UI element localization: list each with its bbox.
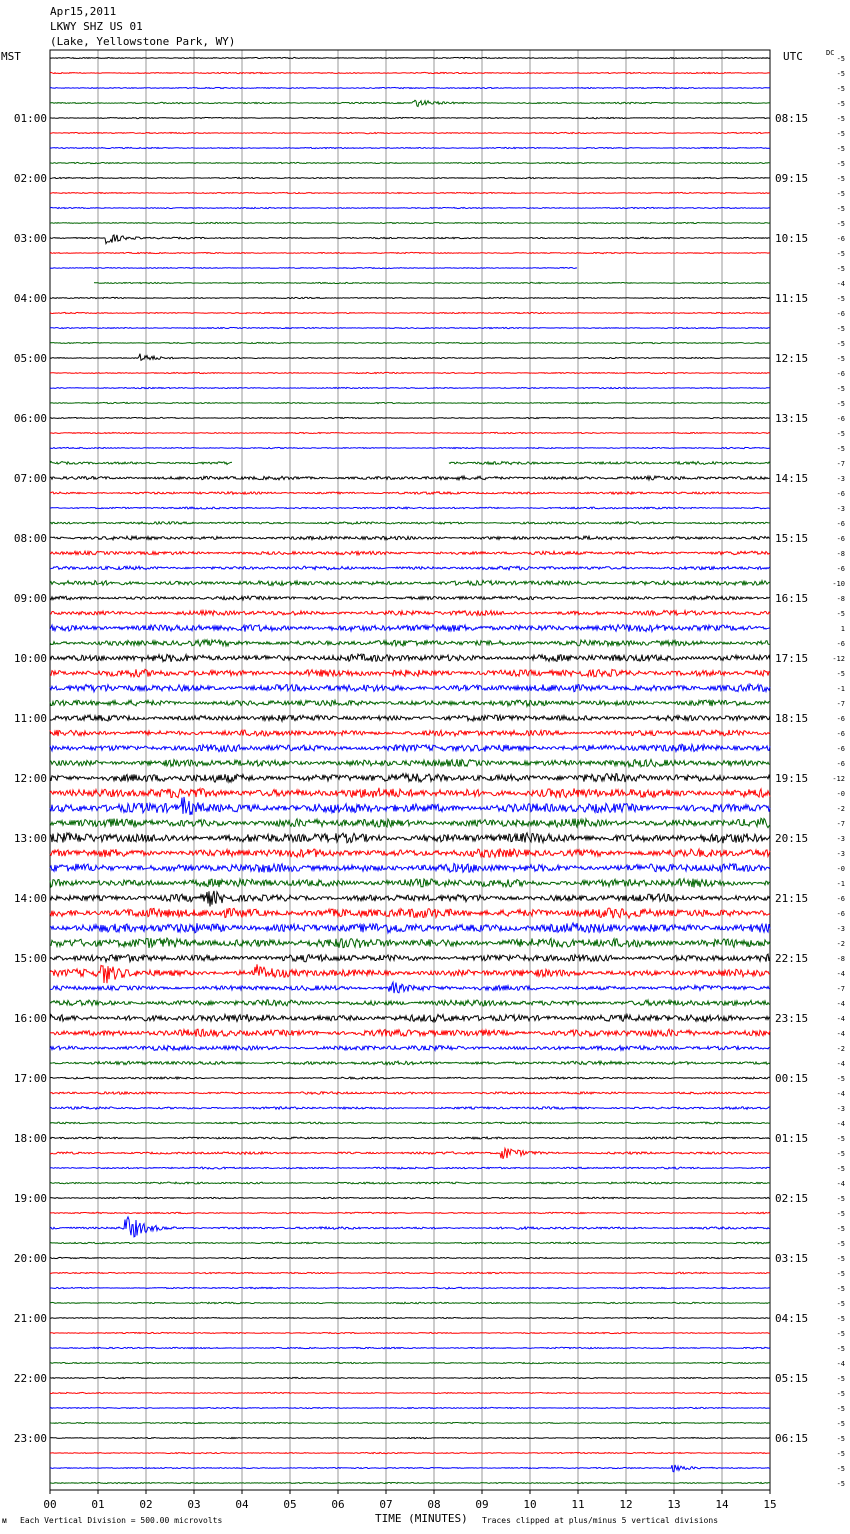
x-tick-label: 01 [91, 1498, 105, 1511]
seismogram-trace [50, 596, 770, 600]
seismogram-trace [50, 848, 770, 857]
seismogram-trace [50, 417, 770, 418]
utc-hour-label: 12:15 [775, 352, 809, 365]
trace-offset-value: -5 [836, 115, 845, 123]
trace-offset-value: -7 [836, 820, 845, 828]
seismogram-trace [50, 640, 770, 646]
trace-offset-value: -10 [832, 580, 845, 588]
seismogram-trace [50, 1182, 770, 1184]
trace-offset-value: -4 [836, 1015, 845, 1023]
trace-offset-value: -5 [836, 1465, 845, 1473]
seismogram-trace [50, 1014, 770, 1022]
x-tick-label: 14 [715, 1498, 729, 1511]
seismogram-trace [50, 1107, 770, 1110]
seismogram-trace [50, 1482, 770, 1483]
trace-offset-value: -5 [836, 670, 845, 678]
mst-hour-label: 21:00 [13, 1312, 47, 1325]
utc-hour-label: 11:15 [775, 292, 809, 305]
utc-hour-label: 17:15 [775, 652, 809, 665]
x-tick-label: 02 [139, 1498, 153, 1511]
station-label: LKWY SHZ US 01 [50, 20, 143, 33]
trace-offset-value: -6 [836, 910, 845, 918]
trace-offset-value: -7 [836, 985, 845, 993]
trace-offset-value: -5 [836, 1315, 845, 1323]
trace-offset-value: -5 [836, 1225, 845, 1233]
seismogram-trace [50, 297, 770, 298]
seismogram-trace [50, 268, 577, 269]
trace-offset-value: -4 [836, 1060, 845, 1068]
trace-offset-value: -0 [836, 865, 845, 873]
trace-offset-value: -5 [836, 220, 845, 228]
trace-offset-value: -6 [836, 715, 845, 723]
seismogram-trace [50, 610, 770, 615]
seismogram-trace [50, 581, 770, 586]
trace-offset-value: -5 [836, 1300, 845, 1308]
trace-offset-value: -6 [836, 730, 845, 738]
trace-offset-value: -5 [836, 340, 845, 348]
trace-offset-value: -6 [836, 895, 845, 903]
plot-frame [50, 50, 770, 1490]
trace-offset-value: -5 [836, 1480, 845, 1488]
trace-offset-value: -5 [836, 325, 845, 333]
seismogram-trace [50, 72, 770, 73]
x-tick-label: 06 [331, 1498, 345, 1511]
seismogram-trace [50, 342, 770, 343]
seismogram-trace [50, 235, 770, 244]
seismogram-trace [50, 833, 770, 843]
mst-hour-label: 07:00 [13, 472, 47, 485]
mst-hour-label: 06:00 [13, 412, 47, 425]
seismogram-trace [50, 507, 770, 509]
utc-hour-label: 14:15 [775, 472, 809, 485]
seismogram-trace [50, 964, 770, 983]
seismogram-trace [50, 982, 770, 993]
mst-hour-label: 14:00 [13, 892, 47, 905]
trace-offset-value: -6 [836, 370, 845, 378]
mst-hour-label: 03:00 [13, 232, 47, 245]
trace-offset-value: -4 [836, 280, 845, 288]
trace-offset-value: -5 [836, 205, 845, 213]
x-tick-label: 05 [283, 1498, 297, 1511]
trace-offset-value: -5 [836, 265, 845, 273]
trace-offset-value: -6 [836, 640, 845, 648]
seismogram-trace [50, 387, 770, 388]
trace-offset-value: -3 [836, 835, 845, 843]
utc-hour-label: 10:15 [775, 232, 809, 245]
x-tick-label: 03 [187, 1498, 201, 1511]
seismogram-trace [50, 1437, 770, 1438]
utc-hour-label: 16:15 [775, 592, 809, 605]
mst-hour-label: 05:00 [13, 352, 47, 365]
seismogram-trace [50, 730, 770, 736]
seismogram-trace [50, 1377, 770, 1378]
seismogram-trace [50, 1122, 770, 1124]
seismogram-trace [50, 1302, 770, 1304]
seismogram-trace [50, 1407, 770, 1408]
seismogram-trace [50, 132, 770, 133]
seismogram-trace [50, 818, 770, 827]
mst-hour-label: 17:00 [13, 1072, 47, 1085]
seismogram-trace [50, 462, 770, 465]
trace-offset-value: -5 [836, 250, 845, 258]
seismogram-trace [50, 1077, 770, 1079]
utc-hour-label: 21:15 [775, 892, 809, 905]
trace-offset-value: -5 [836, 1375, 845, 1383]
trace-offset-value: -5 [836, 130, 845, 138]
trace-offset-value: -6 [836, 745, 845, 753]
trace-offset-value: -6 [836, 520, 845, 528]
utc-hour-label: 04:15 [775, 1312, 809, 1325]
trace-offset-value: -0 [836, 790, 845, 798]
seismogram-trace [50, 891, 770, 907]
seismogram-trace [50, 1197, 770, 1199]
seismogram-trace [50, 1422, 770, 1423]
x-tick-label: 12 [619, 1498, 633, 1511]
seismogram-trace [50, 354, 770, 361]
trace-offset-value: -4 [836, 1180, 845, 1188]
utc-hour-label: 06:15 [775, 1432, 809, 1445]
utc-hour-label: 02:15 [775, 1192, 809, 1205]
x-tick-label: 11 [571, 1498, 585, 1511]
trace-offset-value: -4 [836, 970, 845, 978]
trace-offset-value: -5 [836, 385, 845, 393]
seismogram-trace [50, 744, 770, 751]
seismogram-trace [50, 207, 770, 208]
seismogram-trace [50, 447, 770, 448]
trace-offset-value: -5 [836, 1150, 845, 1158]
trace-offset-value: -5 [836, 1165, 845, 1173]
x-tick-label: 04 [235, 1498, 249, 1511]
trace-offset-value: -7 [836, 700, 845, 708]
trace-offset-value: -5 [836, 1405, 845, 1413]
trace-offset-value: -5 [836, 1285, 845, 1293]
seismogram-trace [50, 1092, 770, 1095]
seismogram-trace [50, 1217, 770, 1237]
mst-hour-label: 18:00 [13, 1132, 47, 1145]
trace-offset-value: -5 [836, 1135, 845, 1143]
mst-hour-label: 11:00 [13, 712, 47, 725]
x-tick-label: 09 [475, 1498, 489, 1511]
mst-hour-label: 15:00 [13, 952, 47, 965]
seismogram-trace [50, 788, 770, 798]
seismogram-trace [50, 1061, 770, 1065]
mst-hour-label: 09:00 [13, 592, 47, 605]
trace-offset-value: -5 [836, 1210, 845, 1218]
trace-offset-value: -6 [836, 490, 845, 498]
x-tick-label: 07 [379, 1498, 393, 1511]
trace-offset-value: -8 [836, 595, 845, 603]
x-tick-label: 15 [763, 1498, 777, 1511]
date-label: Apr15,2011 [50, 5, 117, 18]
trace-offset-value: -5 [836, 1195, 845, 1203]
trace-offset-value: -5 [836, 85, 845, 93]
utc-hour-label: 15:15 [775, 532, 809, 545]
seismogram-trace [50, 402, 770, 403]
seismogram-trace [50, 797, 770, 815]
utc-hour-label: 08:15 [775, 112, 809, 125]
seismogram-trace [50, 1317, 770, 1318]
seismogram-trace [50, 1332, 770, 1333]
mst-hour-label: 20:00 [13, 1252, 47, 1265]
location-label: (Lake, Yellowstone Park, WY) [50, 35, 236, 48]
seismogram-trace [50, 1287, 770, 1289]
trace-offset-value: -3 [836, 1105, 845, 1113]
seismogram-trace [50, 1347, 770, 1349]
x-axis-title: TIME (MINUTES) [375, 1512, 468, 1525]
trace-offset-value: -5 [836, 1270, 845, 1278]
seismogram-trace [50, 923, 770, 933]
seismogram-trace [50, 312, 770, 313]
trace-offset-value: -3 [836, 475, 845, 483]
mst-hour-label: 13:00 [13, 832, 47, 845]
seismogram-trace [50, 954, 770, 962]
trace-offset-value: -12 [832, 655, 845, 663]
utc-hour-label: 01:15 [775, 1132, 809, 1145]
trace-offset-value: -5 [836, 1435, 845, 1443]
trace-offset-value: -4 [836, 1360, 845, 1368]
utc-hour-label: 19:15 [775, 772, 809, 785]
dc-label: DC [826, 49, 835, 57]
utc-hour-label: 03:15 [775, 1252, 809, 1265]
trace-offset-value: -1 [836, 685, 845, 693]
trace-offset-value: -5 [836, 190, 845, 198]
trace-offset-value: -4 [836, 1030, 845, 1038]
seismogram-trace [50, 117, 770, 118]
mst-hour-label: 16:00 [13, 1012, 47, 1025]
trace-offset-value: -6 [836, 310, 845, 318]
mst-hour-label: 04:00 [13, 292, 47, 305]
seismogram-trace [50, 1212, 770, 1214]
mst-hour-label: 19:00 [13, 1192, 47, 1205]
mst-hour-label: 22:00 [13, 1372, 47, 1385]
mst-hour-label: 02:00 [13, 172, 47, 185]
trace-offset-value: -7 [836, 460, 845, 468]
trace-offset-value: -5 [836, 355, 845, 363]
trace-offset-value: -6 [836, 760, 845, 768]
trace-offset-value: -6 [836, 535, 845, 543]
seismogram-trace [50, 492, 770, 495]
seismogram-trace [50, 1046, 770, 1051]
trace-offset-value: -5 [836, 1240, 845, 1248]
seismogram-trace [50, 1392, 770, 1393]
seismogram-trace [50, 177, 770, 178]
trace-offset-value: -5 [836, 70, 845, 78]
utc-hour-label: 20:15 [775, 832, 809, 845]
mst-hour-label: 10:00 [13, 652, 47, 665]
seismogram-trace [50, 715, 770, 721]
x-tick-label: 08 [427, 1498, 441, 1511]
trace-offset-value: -5 [836, 175, 845, 183]
seismogram-trace [50, 162, 770, 163]
seismogram-trace [50, 938, 770, 948]
x-tick-label: 00 [43, 1498, 57, 1511]
trace-offset-value: -5 [836, 1330, 845, 1338]
left-zone-label: MST [1, 50, 21, 63]
trace-offset-value: -5 [836, 55, 845, 63]
seismogram-trace [50, 1272, 770, 1274]
seismogram-trace [50, 147, 770, 148]
seismogram-trace [50, 1167, 770, 1169]
trace-offset-value: -4 [836, 1120, 845, 1128]
vertical-division-note: Each Vertical Division = 500.00 microvolts [20, 1516, 223, 1525]
mst-hour-label: 01:00 [13, 112, 47, 125]
trace-offset-value: -5 [836, 160, 845, 168]
seismogram-trace [50, 1242, 770, 1244]
seismogram-trace [50, 566, 770, 570]
seismogram-trace [50, 669, 770, 677]
seismogram-trace [50, 222, 770, 223]
trace-offset-value: -2 [836, 1045, 845, 1053]
trace-offset-value: -5 [836, 445, 845, 453]
seismogram-trace [50, 774, 770, 783]
trace-offset-value: -5 [836, 1345, 845, 1353]
seismogram-trace [50, 57, 770, 58]
seismogram-trace [50, 654, 770, 662]
trace-offset-value: -5 [836, 400, 845, 408]
trace-offset-value: -5 [836, 1450, 845, 1458]
seismogram-trace [50, 625, 770, 632]
utc-hour-label: 09:15 [775, 172, 809, 185]
trace-offset-value: -6 [836, 235, 845, 243]
utc-hour-label: 13:15 [775, 412, 809, 425]
trace-offset-value: -5 [836, 430, 845, 438]
seismogram-trace [50, 759, 770, 767]
seismogram-trace [50, 522, 770, 525]
x-tick-label: 10 [523, 1498, 537, 1511]
seismogram-trace [50, 1465, 770, 1472]
seismogram-trace [50, 908, 770, 918]
trace-offset-value: -12 [832, 775, 845, 783]
trace-offset-value: -5 [836, 145, 845, 153]
trace-offset-value: -3 [836, 505, 845, 513]
seismogram-trace [50, 1000, 770, 1006]
trace-offset-value: -5 [836, 100, 845, 108]
trace-offset-value: -3 [836, 925, 845, 933]
utc-hour-label: 23:15 [775, 1012, 809, 1025]
seismogram-trace [50, 536, 770, 540]
seismogram-trace [50, 327, 770, 328]
seismogram-trace [50, 87, 770, 88]
trace-offset-value: -4 [836, 1090, 845, 1098]
mst-hour-label: 12:00 [13, 772, 47, 785]
utc-hour-label: 22:15 [775, 952, 809, 965]
clipping-note: Traces clipped at plus/minus 5 vertical divisions [482, 1516, 719, 1525]
seismogram-trace [50, 432, 770, 433]
utc-hour-label: 18:15 [775, 712, 809, 725]
trace-offset-value: -6 [836, 565, 845, 573]
seismogram-trace [50, 864, 770, 873]
seismogram-trace [50, 1137, 770, 1139]
right-zone-label: UTC [783, 50, 803, 63]
x-tick-label: 13 [667, 1498, 681, 1511]
utc-hour-label: 05:15 [775, 1372, 809, 1385]
trace-offset-value: -2 [836, 940, 845, 948]
trace-offset-value: -5 [836, 1390, 845, 1398]
trace-offset-value: -5 [836, 1255, 845, 1263]
seismogram-trace [50, 252, 770, 253]
seismogram-trace [50, 1362, 770, 1363]
seismogram-trace [50, 1029, 770, 1036]
trace-offset-value: -5 [836, 295, 845, 303]
seismogram-trace [94, 282, 770, 283]
trace-offset-value: -5 [836, 1420, 845, 1428]
trace-offset-value: -8 [836, 550, 845, 558]
scale-marker: ᴍ [2, 1516, 7, 1525]
trace-offset-value: -1 [836, 880, 845, 888]
trace-offset-value: -8 [836, 955, 845, 963]
trace-offset-value: -4 [836, 1000, 845, 1008]
seismogram-trace [50, 100, 770, 106]
utc-hour-label: 00:15 [775, 1072, 809, 1085]
trace-offset-value: -2 [836, 805, 845, 813]
trace-offset-value: -3 [836, 850, 845, 858]
trace-offset-value: -6 [836, 415, 845, 423]
seismogram-trace [50, 684, 770, 692]
mst-hour-label: 08:00 [13, 532, 47, 545]
mst-hour-label: 23:00 [13, 1432, 47, 1445]
seismogram-trace [50, 372, 770, 373]
seismogram-trace [50, 476, 770, 480]
trace-offset-value: -5 [836, 610, 845, 618]
seismogram-trace [50, 1148, 770, 1159]
seismogram-trace [50, 551, 770, 555]
seismogram-trace [50, 1257, 770, 1258]
trace-offset-value: -5 [836, 1075, 845, 1083]
seismogram-trace [50, 1452, 770, 1453]
trace-offset-value: 1 [840, 625, 845, 633]
seismogram-trace [50, 879, 770, 888]
seismogram-trace [50, 700, 770, 706]
seismogram-trace [50, 192, 770, 193]
